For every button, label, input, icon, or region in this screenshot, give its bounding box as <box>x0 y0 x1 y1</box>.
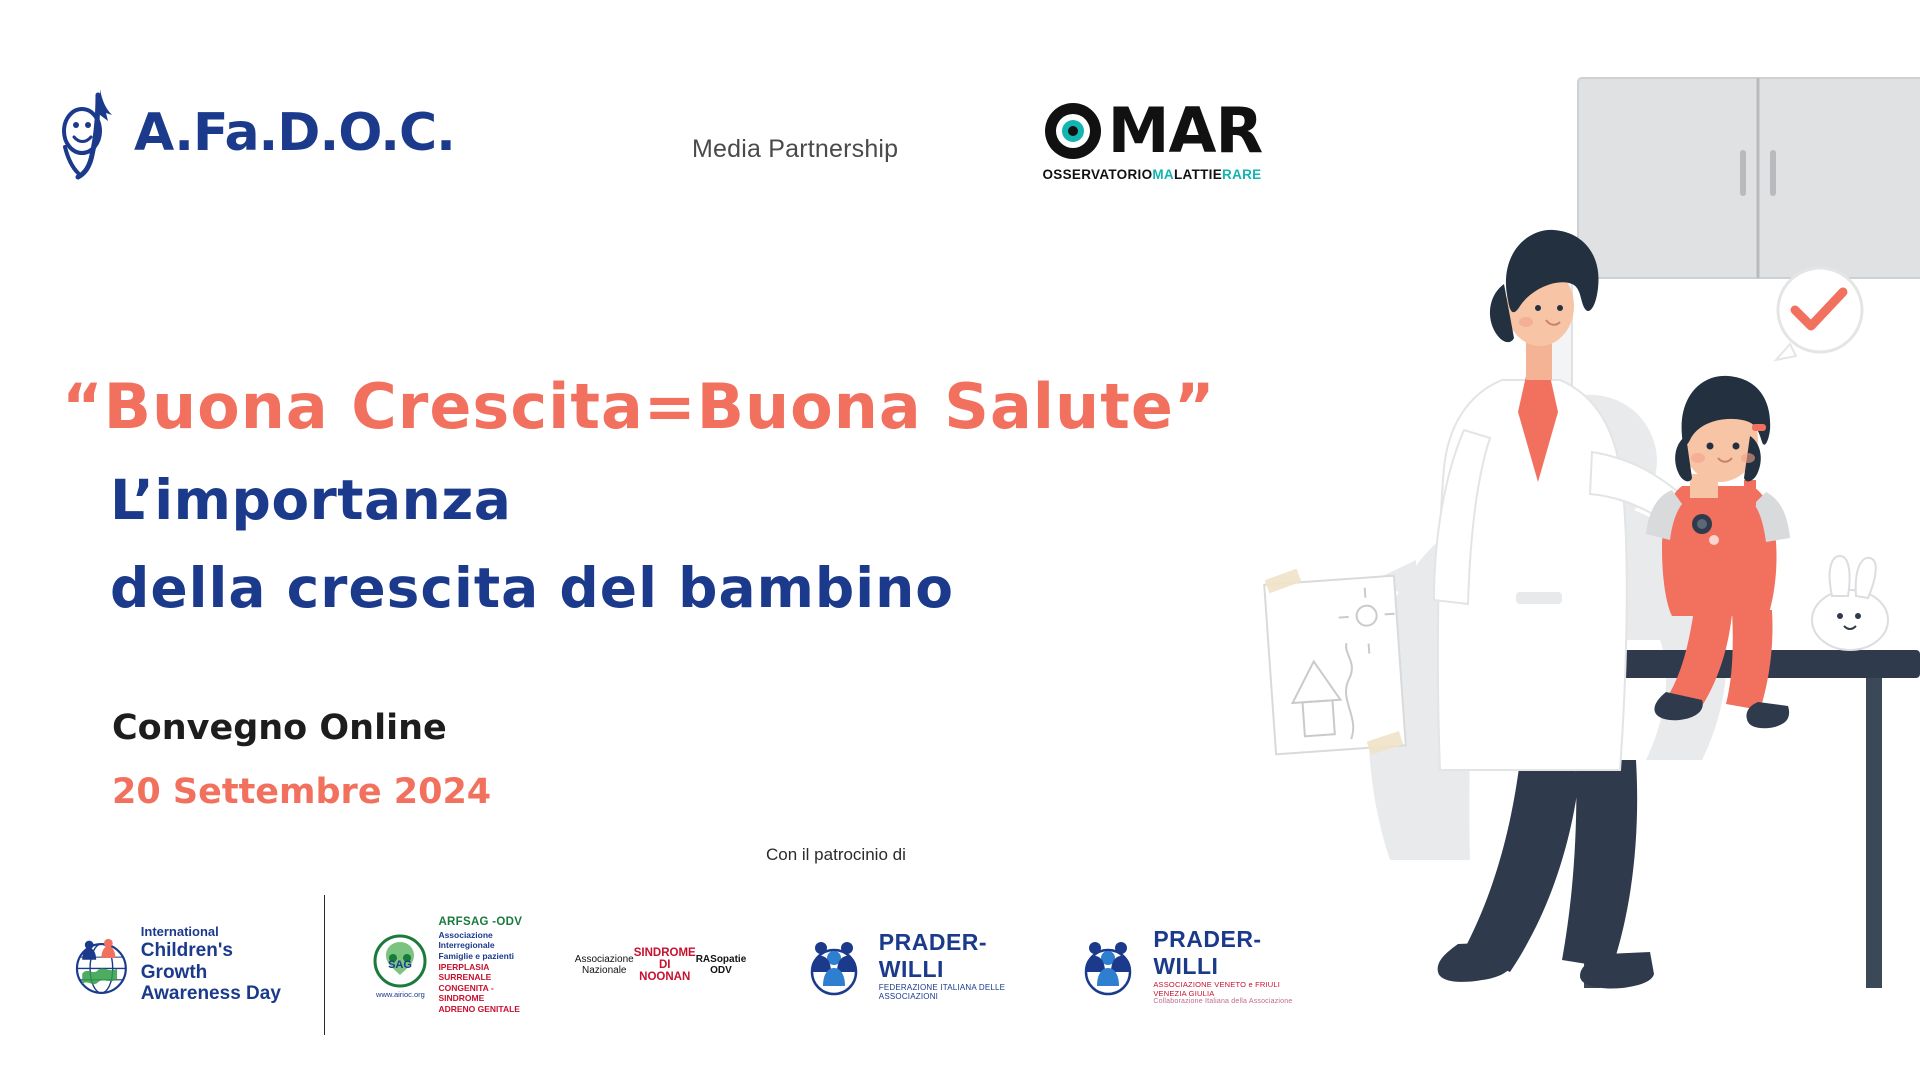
prader-willi-fed-title: PRADER-WILLI <box>878 929 988 982</box>
afadoc-logo-text: A.Fa.D.O.C. <box>134 103 455 163</box>
sponsor-sindrome-di-noonan <box>575 905 745 1025</box>
noonan-line-2: SINDROME DI NOONAN <box>633 947 696 983</box>
prader-willi-veneto-sub-2: Collaborazione Italiana della Associazione <box>1153 997 1293 1005</box>
bunny-plush-toy <box>1812 556 1888 650</box>
event-type-label: Convegno Online <box>112 708 447 748</box>
media-partnership-label: Media Partnership <box>692 135 899 163</box>
arfsag-sub-5: ADRENO GENITALE <box>438 1004 520 1015</box>
omar-sub-part-1: OSSERVATORIO <box>1042 167 1153 182</box>
omar-sub-part-4: RARE <box>1222 167 1262 182</box>
afadoc-mascot-icon <box>62 85 124 181</box>
globe-people-icon <box>70 929 133 1001</box>
sponsor-divider <box>324 895 326 1035</box>
sponsor-logos-row <box>70 895 1310 1035</box>
cgad-line-1: International <box>140 923 219 939</box>
arfsag-sub-3: IPERPLASIA SURRENALE <box>438 961 492 983</box>
poster-subtitle-line-2: della crescita del bambino <box>110 556 955 620</box>
sponsor-prader-willi-federazione <box>799 905 1034 1025</box>
omar-logo-text: MAR <box>1107 94 1263 167</box>
prader-willi-veneto-title: PRADER-WILLI <box>1153 925 1262 979</box>
omar-sub-part-2: MA <box>1152 167 1174 182</box>
sponsor-arfsag-odv <box>369 905 528 1025</box>
check-badge-bubble <box>1776 268 1862 360</box>
poster-main-title: “Buona Crescita=Buona Salute” <box>62 370 1216 443</box>
poster-subtitle-line-1: L’importanza <box>110 468 512 532</box>
noonan-line-1: Associazione Nazionale <box>574 954 634 976</box>
svg-text:SAG: SAG <box>388 958 413 971</box>
child-drawing-paper <box>1264 569 1406 755</box>
arfsag-title: ARFSAG -ODV <box>438 916 523 929</box>
prader-willi-fed-sub-1: FEDERAZIONE ITALIANA DELLE ASSOCIAZIONI <box>878 983 1006 1001</box>
cgad-line-2: Children's Growth <box>140 939 233 983</box>
cgad-line-3: Awareness Day <box>140 983 281 1005</box>
arfsag-url: www.airioc.org <box>376 989 425 999</box>
clinic-illustration <box>1220 0 1920 1080</box>
omar-eye-icon <box>1042 100 1104 162</box>
wall-cabinet <box>1578 78 1920 278</box>
omar-sub-part-3: LATTIE <box>1173 167 1223 182</box>
afadoc-logo <box>62 78 455 188</box>
event-date-label: 20 Settembre 2024 <box>112 772 492 812</box>
sponsor-children-growth-awareness-day <box>70 905 284 1025</box>
prader-willi-people-icon <box>799 934 869 996</box>
arfsag-sub-4: CONGENITA - SINDROME <box>438 982 494 1004</box>
arfsag-emblem-icon <box>369 932 431 990</box>
prader-willi-veneto-people-icon <box>1073 934 1143 996</box>
arfsag-sub-1: Associazione Interregionale <box>438 929 495 951</box>
arfsag-sub-2: Famiglie e pazienti <box>438 950 515 961</box>
prader-willi-veneto-sub-1: ASSOCIAZIONE VENETO e FRIULI VENEZIA GIULIA <box>1153 979 1281 998</box>
noonan-line-3: RASopatie ODV <box>695 954 747 976</box>
patronage-label: Con il patrocinio di <box>766 845 906 864</box>
